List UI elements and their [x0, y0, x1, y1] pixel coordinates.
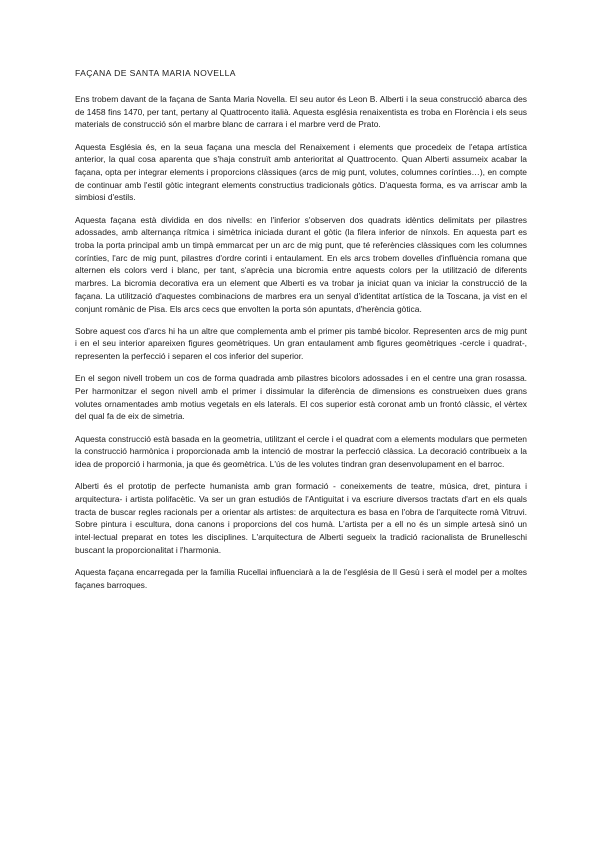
- paragraph-style: Aquesta Església és, en la seua façana una mescla del Renaixement i elements que procedeix de l'etapa artística anterior, la qual cosa aparenta que s'haja construït amb anterioritat al Quattrocento. Quan Alberti assumeix acabar la façana, opta per integrar elements i proporcions clàssiques (arcs de mig punt, volutes, columnes corínties…), en compte de continuar amb l'estil gòtic integrant elements constructius tradicionals gòtics. D'aquesta forma, es va arriscar amb la simbiosi d'estils.: [75, 141, 527, 203]
- document-page: [75, 68, 527, 601]
- paragraph-geometry: Aquesta construcció està basada en la geometria, utilitzant el cercle i el quadrat com a elements modulars que permeten la construcció harmònica i proporcionada amb la intenció de mostrar la perfecció clàssica. La decoració contribueix a la idea de proporció i harmonia, ja que és geomètrica. L'ús de les volutes tindran gran desenvolupament en el barroc.: [75, 433, 527, 470]
- paragraph-upper-level: En el segon nivell trobem un cos de forma quadrada amb pilastres bicolors adossades i en el centre una gran rosassa. Per harmonitzar el segon nivell amb el primer i dissimular la diferència de dimensions es construeixen dues grans volutes ornamentades amb motius vegetals en els laterals. El cos superior està coronat amb un frontó clàssic, el vèrtex del qual fa de eix de simetria.: [75, 373, 527, 422]
- paragraph-arches: Sobre aquest cos d'arcs hi ha un altre que complementa amb el primer pis també bicolor. Representen arcs de mig punt i en el seu interior apareixen figures geomètriques. Un gran entaulament amb figures geomètriques -cercle i quadrat-, representen la perfecció i separen el cos inferior del superior.: [75, 325, 527, 362]
- paragraph-lower-level: Aquesta façana està dividida en dos nivells: en l'inferior s'observen dos quadrats idèntics delimitats per pilastres adossades, amb alternança rítmica i simètrica iniciada durant el gòtic (la filera inferior de nínxols. En aquesta part es troba la porta principal amb un timpà emmarcat per un arc de mig punt, que té referències clàssiques com les columnes corínties, l'arc de mig punt, pilastres d'ordre corinti i entaulament. En els arcs trobem dovelles d'influència romana que alternen els colors verd i blanc, per tant, s'aprècia una bicromia entre aquests colors per la utilització de diferents marbres. La bicromia decorativa era un element que Alberti es va trobar ja iniciat quan va iniciar la construcció de la façana. La utilització d'aquestes combinacions de marbres era un senyal d'identitat artística de la Toscana, ja vist en el conjunt romànic de Pisa. Els arcs cecs que envolten la porta són apuntats, d'herència gòtica.: [75, 214, 527, 314]
- paragraph-influence: Aquesta façana encarregada per la família Rucellai influenciarà a la de l'església de Il Gesù i serà el model per a moltes façanes barroques.: [75, 567, 527, 590]
- paragraph-intro: Ens trobem davant de la façana de Santa Maria Novella. El seu autor és Leon B. Alberti i la seua construcció abarca des de 1458 fins 1470, per tant, pertany al Quattrocento italià. Aquesta església renaixentista es troba en Florència i els seus materials de construcció són el marbre blanc de carrara i el marbre verd de Prato.: [75, 94, 527, 130]
- paragraph-alberti: Alberti és el prototip de perfecte humanista amb gran formació - coneixements de teatre, música, dret, pintura i arquitectura- i artista polifacètic. Va ser un gran estudiós de l'Antiguitat i va escriure diversos tractats d'art en els quals tracta de buscar regles racionals per a orientar als artistes: de arquitectura es basa en l'obra de l'arquitecte romà Vitruvi. Sobre pintura i escultura, dona canons i proporcions del cos humà. L'artista per a ell no és un simple artesà sinó un intel·lectual preparat en totes les disciplines. L'arquitectura de Alberti segueix la tradició racionalista de Brunelleschi buscant la proporcionalitat i l'harmonia.: [75, 481, 527, 555]
- document-title: FAÇANA DE SANTA MARIA NOVELLA: [75, 68, 236, 78]
